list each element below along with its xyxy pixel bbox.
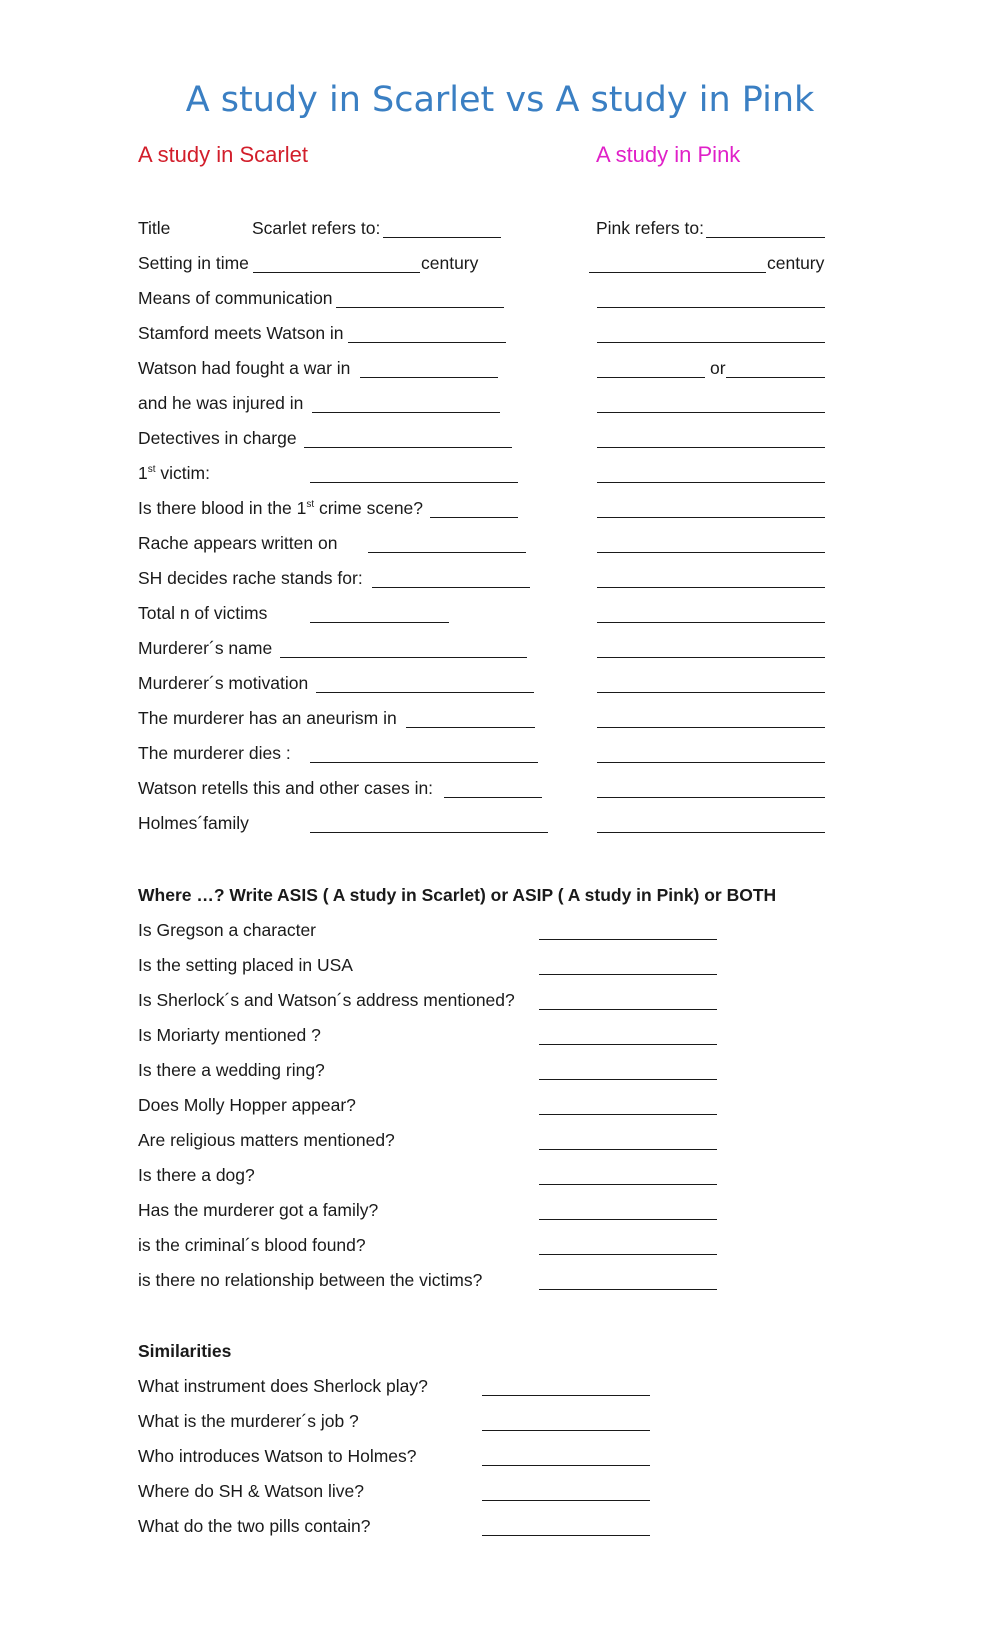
scarlet-aneurism-blank[interactable]: [406, 727, 535, 728]
similarity-question: Who introduces Watson to Holmes?: [138, 1446, 417, 1466]
row-label-war: Watson had fought a war in: [138, 358, 351, 378]
similarity-question: Where do SH & Watson live?: [138, 1481, 364, 1501]
pink-rache-stands-blank[interactable]: [597, 587, 825, 588]
scarlet-setting-blank[interactable]: [253, 272, 420, 273]
row-label-injured: and he was injured in: [138, 393, 304, 413]
pink-war-blank-2[interactable]: [726, 377, 825, 378]
pink-murderer-name-blank[interactable]: [597, 657, 825, 658]
where-question: Is Moriarty mentioned ?: [138, 1025, 321, 1045]
similarity-answer-blank[interactable]: [482, 1395, 650, 1396]
similarity-answer-blank[interactable]: [482, 1535, 650, 1536]
scarlet-retells-blank[interactable]: [444, 797, 542, 798]
scarlet-motivation-blank[interactable]: [316, 692, 534, 693]
where-answer-blank[interactable]: [539, 1184, 717, 1185]
row-label-title: Title: [138, 218, 171, 238]
row-label-retells: Watson retells this and other cases in:: [138, 778, 434, 798]
pink-motivation-blank[interactable]: [597, 692, 825, 693]
scarlet-rache-written-blank[interactable]: [368, 552, 526, 553]
where-question: Is there a wedding ring?: [138, 1060, 325, 1080]
scarlet-rache-stands-blank[interactable]: [372, 587, 530, 588]
scarlet-refers-label: Scarlet refers to:: [252, 218, 381, 238]
pink-column-header: A study in Pink: [596, 142, 741, 167]
scarlet-total-victims-blank[interactable]: [310, 622, 449, 623]
where-answer-blank[interactable]: [539, 1114, 717, 1115]
where-question: Does Molly Hopper appear?: [138, 1095, 356, 1115]
where-question: Is Gregson a character: [138, 920, 316, 940]
pink-refers-label: Pink refers to:: [596, 218, 704, 238]
row-label-communication: Means of communication: [138, 288, 333, 308]
scarlet-century-label: century: [421, 253, 479, 273]
page-title: A study in Scarlet vs A study in Pink: [185, 80, 815, 120]
row-label-rache-written: Rache appears written on: [138, 533, 338, 553]
where-answer-blank[interactable]: [539, 1009, 717, 1010]
row-label-first-victim: 1st victim:: [138, 463, 210, 483]
similarity-answer-blank[interactable]: [482, 1500, 650, 1501]
scarlet-war-blank[interactable]: [360, 377, 498, 378]
row-label-detectives: Detectives in charge: [138, 428, 297, 448]
row-label-rache-stands: SH decides rache stands for:: [138, 568, 363, 588]
similarity-question: What is the murderer´s job ?: [138, 1411, 359, 1431]
where-answer-blank[interactable]: [539, 1149, 717, 1150]
row-label-total-victims: Total n of victims: [138, 603, 268, 623]
row-label-setting: Setting in time: [138, 253, 249, 273]
pink-retells-blank[interactable]: [597, 797, 825, 798]
where-question: Is the setting placed in USA: [138, 955, 353, 975]
where-question: Is Sherlock´s and Watson´s address mentioned?: [138, 990, 515, 1010]
pink-setting-blank[interactable]: [589, 272, 766, 273]
row-label-stamford: Stamford meets Watson in: [138, 323, 344, 343]
where-heading: Where …? Write ASIS ( A study in Scarlet) or ASIP ( A study in Pink) or BOTH: [138, 885, 777, 905]
pink-war-blank-1[interactable]: [597, 377, 705, 378]
row-label-blood: Is there blood in the 1st crime scene?: [138, 498, 424, 518]
row-label-family: Holmes´family: [138, 813, 249, 833]
scarlet-stamford-blank[interactable]: [348, 342, 506, 343]
scarlet-blood-blank[interactable]: [430, 517, 518, 518]
pink-family-blank[interactable]: [597, 832, 825, 833]
similarity-question: What do the two pills contain?: [138, 1516, 371, 1536]
pink-aneurism-blank[interactable]: [597, 727, 825, 728]
row-label-murderer-name: Murderer´s name: [138, 638, 273, 658]
or-label: or: [710, 358, 726, 378]
where-question: is the criminal´s blood found?: [138, 1235, 366, 1255]
similarity-question: What instrument does Sherlock play?: [138, 1376, 428, 1396]
similarity-answer-blank[interactable]: [482, 1465, 650, 1466]
row-label-motivation: Murderer´s motivation: [138, 673, 309, 693]
pink-injured-blank[interactable]: [597, 412, 825, 413]
pink-victim-blank[interactable]: [597, 482, 825, 483]
pink-stamford-blank[interactable]: [597, 342, 825, 343]
scarlet-injured-blank[interactable]: [312, 412, 500, 413]
where-answer-blank[interactable]: [539, 939, 717, 940]
similarity-answer-blank[interactable]: [482, 1430, 650, 1431]
where-answer-blank[interactable]: [539, 1079, 717, 1080]
scarlet-family-blank[interactable]: [310, 832, 548, 833]
where-answer-blank[interactable]: [539, 1254, 717, 1255]
pink-century-label: century: [767, 253, 825, 273]
where-answer-blank[interactable]: [539, 1044, 717, 1045]
pink-rache-written-blank[interactable]: [597, 552, 825, 553]
scarlet-victim-blank[interactable]: [310, 482, 518, 483]
pink-blood-blank[interactable]: [597, 517, 825, 518]
pink-detectives-blank[interactable]: [597, 447, 825, 448]
where-answer-blank[interactable]: [539, 1219, 717, 1220]
scarlet-refers-blank[interactable]: [383, 237, 501, 238]
scarlet-murderer-name-blank[interactable]: [280, 657, 527, 658]
pink-dies-blank[interactable]: [597, 762, 825, 763]
row-label-dies: The murderer dies :: [138, 743, 291, 763]
where-question: Has the murderer got a family?: [138, 1200, 379, 1220]
pink-communication-blank[interactable]: [597, 307, 825, 308]
scarlet-communication-blank[interactable]: [336, 307, 504, 308]
where-question: Are religious matters mentioned?: [138, 1130, 395, 1150]
row-label-aneurism: The murderer has an aneurism in: [138, 708, 397, 728]
scarlet-detectives-blank[interactable]: [304, 447, 512, 448]
where-question: Is there a dog?: [138, 1165, 255, 1185]
where-answer-blank[interactable]: [539, 1289, 717, 1290]
pink-refers-blank[interactable]: [706, 237, 825, 238]
where-answer-blank[interactable]: [539, 974, 717, 975]
similarities-heading: Similarities: [138, 1341, 232, 1361]
scarlet-dies-blank[interactable]: [310, 762, 538, 763]
pink-total-victims-blank[interactable]: [597, 622, 825, 623]
where-question: is there no relationship between the victims?: [138, 1270, 483, 1290]
scarlet-column-header: A study in Scarlet: [138, 142, 308, 167]
